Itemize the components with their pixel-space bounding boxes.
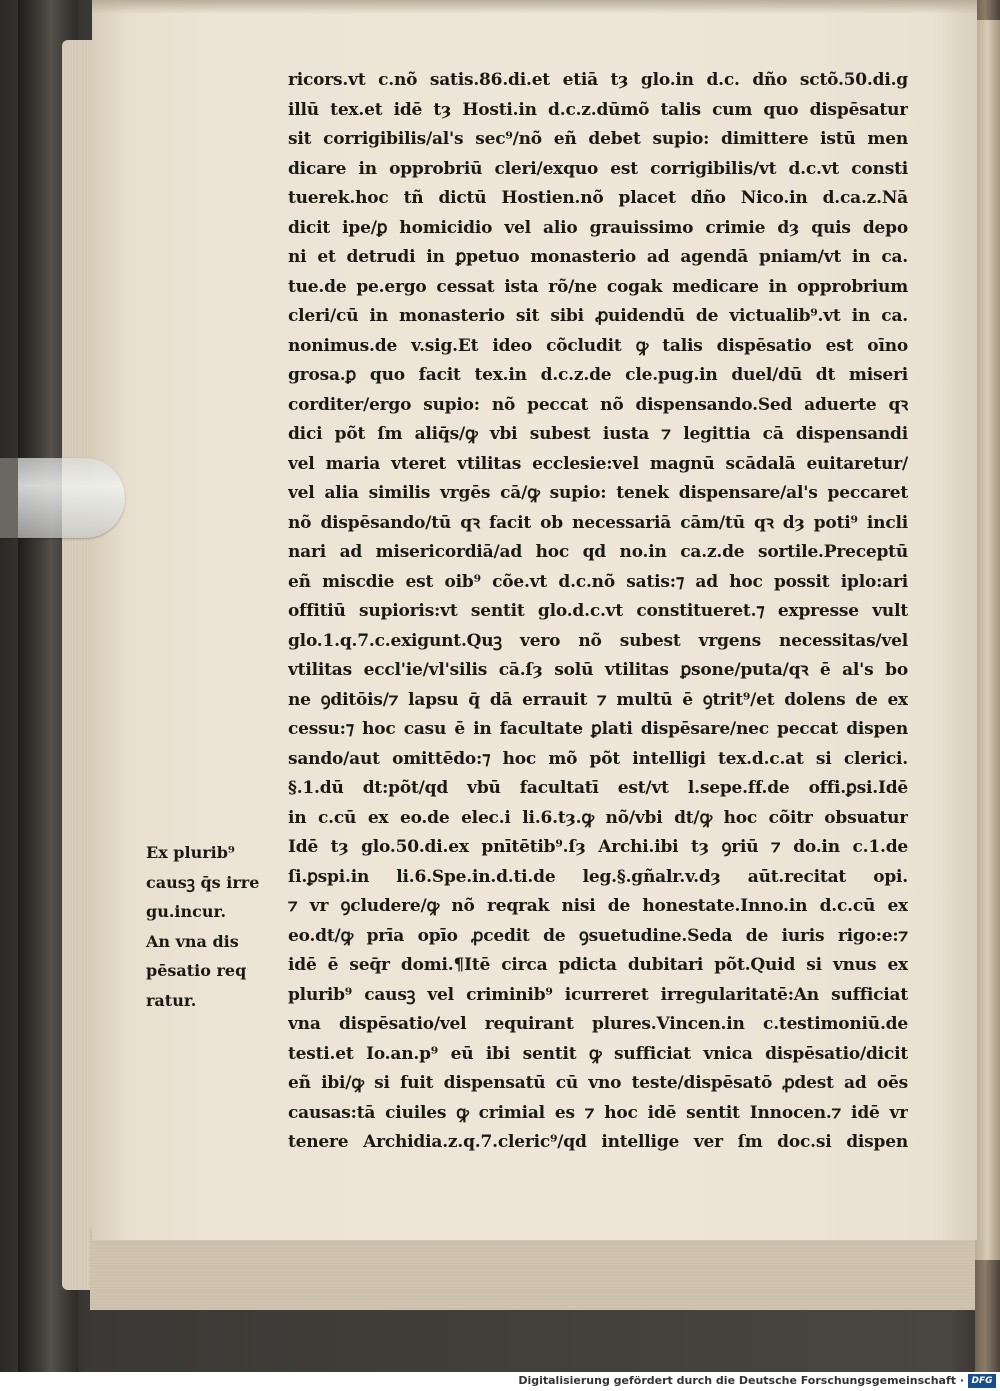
text-line: tue.de pe.ergo cessat ista rõ/ne cogak medicare in opprobrium <box>288 276 908 297</box>
text-line: idē ē seq̄r domi.¶Itē circa pdicta dubitari põt.Quid si vnus ex <box>288 955 908 975</box>
text-line: sit corrigibilis/al's sec⁹/nõ eñ debet supio: dimittere istū men <box>288 129 908 149</box>
text-line: ne ꝯditōis/⁊ lapsu q̄ dā errauit ⁊ multū ē ꝯtrit⁹/et dolens de ex <box>288 689 908 710</box>
text-line: nari ad misericordiā/ad hoc qd no.in ca.z.de sortile.Preceptū <box>288 542 908 562</box>
text-line: offitiū supioris:vt sentit glo.d.c.vt constitueret.⁊ expresse vult <box>288 601 908 621</box>
page-clip <box>0 458 125 538</box>
marginal-note-line: An vna dis <box>146 931 239 951</box>
text-line: cleri/cū in monasterio sit sibi ꝓuidendū de victualib⁹.vt in ca. <box>288 306 908 326</box>
marginal-note-line: pēsatio req <box>146 961 247 980</box>
text-line: nõ dispēsando/tū qꝛ facit ob necessariā cām/tū qꝛ dȝ poti⁹ incli <box>288 512 908 533</box>
text-line: causas:tā ciuiles ꝙ crimial es ⁊ hoc idē sentit Innocen.⁊ idē vr <box>288 1102 908 1123</box>
text-line: glo.1.q.7.c.exigunt.Quꝫ vero nõ subest vrgens necessitas/vel <box>288 630 908 651</box>
marginal-note-line: ratur. <box>146 990 197 1010</box>
text-line: eñ ibi/ꝙ si fuit dispensatū cū vno teste/dispēsatō ꝓdest ad oēs <box>288 1073 908 1093</box>
text-line: dicare in opprobriū cleri/exquo est corrigibilis/vt d.c.vt consti <box>288 158 908 179</box>
text-line: illū tex.et idē tȝ Hosti.in d.c.z.dūmõ talis cum quo dispēsatur <box>288 99 908 120</box>
text-line: grosa.ꝑ quo facit tex.in d.c.z.de cle.pug.in duel/dū dt miseri <box>288 365 908 385</box>
text-line: ⁊ vr ꝯcludere/ꝙ nõ reqrak nisi de honestate.Inno.in d.c.cū ex <box>288 896 908 916</box>
text-line: in c.cū ex eo.de elec.i li.6.tȝ.ꝙ nõ/vbi dt/ꝙ hoc cõitr obsuatur <box>288 807 908 828</box>
text-line: dicit ipe/ꝑ homicidio vel alio grauissimo crimie dȝ quis depo <box>288 217 908 238</box>
text-line: §.1.dū dt:põt/qd vbū facultatī est/vt l.sepe.ff.de offi.ꝑsi.Idē <box>288 778 908 798</box>
footer-bar <box>0 1372 1000 1391</box>
text-line: eo.dt/ꝙ prīa opīo ꝓcedit de ꝯsuetudine.Seda de iuris rigo:e:⁊ <box>288 925 908 946</box>
marginal-note <box>146 838 270 1015</box>
text-line: ni et detrudi in ꝑpetuo monasterio ad agendā pniam/vt in ca. <box>288 247 908 267</box>
text-line: plurib⁹ causꝫ vel criminib⁹ icurreret irregularitatē:An sufficiat <box>288 984 908 1005</box>
text-line: nonimus.de v.sig.Et ideo cõcludit ꝙ talis dispēsatio est oīno <box>288 335 908 356</box>
marginal-note-line: Ex plurib⁹ <box>146 843 235 862</box>
text-line: vel maria vteret vtilitas ecclesie:vel magnū scādalā euitaretur/ <box>288 453 908 474</box>
text-line: cessu:⁊ hoc casu ē in facultate ꝑlati dispēsare/nec peccat dispen <box>288 719 908 739</box>
text-line: vtilitas eccl'ie/vl'silis cā.ſȝ solū vtilitas ꝑsone/puta/qꝛ ē al's bo <box>288 660 908 680</box>
page-bottom-edge <box>90 1230 985 1310</box>
text-line: dici põt ſm aliq̄s/ꝙ vbi subest iusta ⁊ legittia cā dispensandi <box>288 424 908 444</box>
text-line: vna dispēsatio/vel requirant plures.Vincen.in c.testimoniū.de <box>288 1014 908 1034</box>
text-line: tenere Archidia.z.q.7.cleric⁹/qd intellige ver ſm doc.si dispen <box>288 1132 908 1152</box>
text-line: testi.et Io.an.p⁹ eū ibi sentit ꝙ sufficiat vnica dispēsatio/dicit <box>288 1043 908 1064</box>
text-line: corditer/ergo supio: nõ peccat nõ dispensando.Sed aduerte qꝛ <box>288 394 908 415</box>
text-line: ſi.ꝑspi.in li.6.Spe.in.d.ti.de leg.§.gñalr.v.dȝ aūt.recitat opi. <box>288 866 908 887</box>
page-clip-base <box>0 458 18 538</box>
facing-page-strip <box>975 20 1000 1260</box>
text-line: Idē tȝ glo.50.di.ex pnītētib⁹.ſȝ Archi.ibi tȝ ꝯriū ⁊ do.in c.1.de <box>288 837 908 857</box>
text-line: vel alia similis vrgēs cā/ꝙ supio: tenek dispensare/al's peccaret <box>288 483 908 503</box>
dfg-logo: DFG <box>968 1374 996 1388</box>
marginal-note-line: gu.incur. <box>146 902 227 921</box>
text-line: sando/aut omittēdo:⁊ hoc mõ põt intelligi tex.d.c.at si clerici. <box>288 748 908 769</box>
footer-credit: Digitalisierung gefördert durch die Deutsche Forschungsgemeinschaft · <box>518 1374 964 1387</box>
marginal-note-line: causꝫ q̄s irre <box>146 872 260 892</box>
page-top-shadow <box>92 0 977 14</box>
text-line: eñ miscdie est oib⁹ cõe.vt d.c.nõ satis:⁊ ad hoc possit iplo:ari <box>288 571 908 592</box>
text-line: ricors.vt c.nõ satis.86.di.et etiā tȝ glo.in d.c. dño sctõ.50.di.g <box>288 70 908 90</box>
main-text-block <box>288 66 908 1158</box>
text-line: tuerek.hoc tñ dictū Hostien.nõ placet dño Nico.in d.ca.z.Nā <box>288 188 908 208</box>
